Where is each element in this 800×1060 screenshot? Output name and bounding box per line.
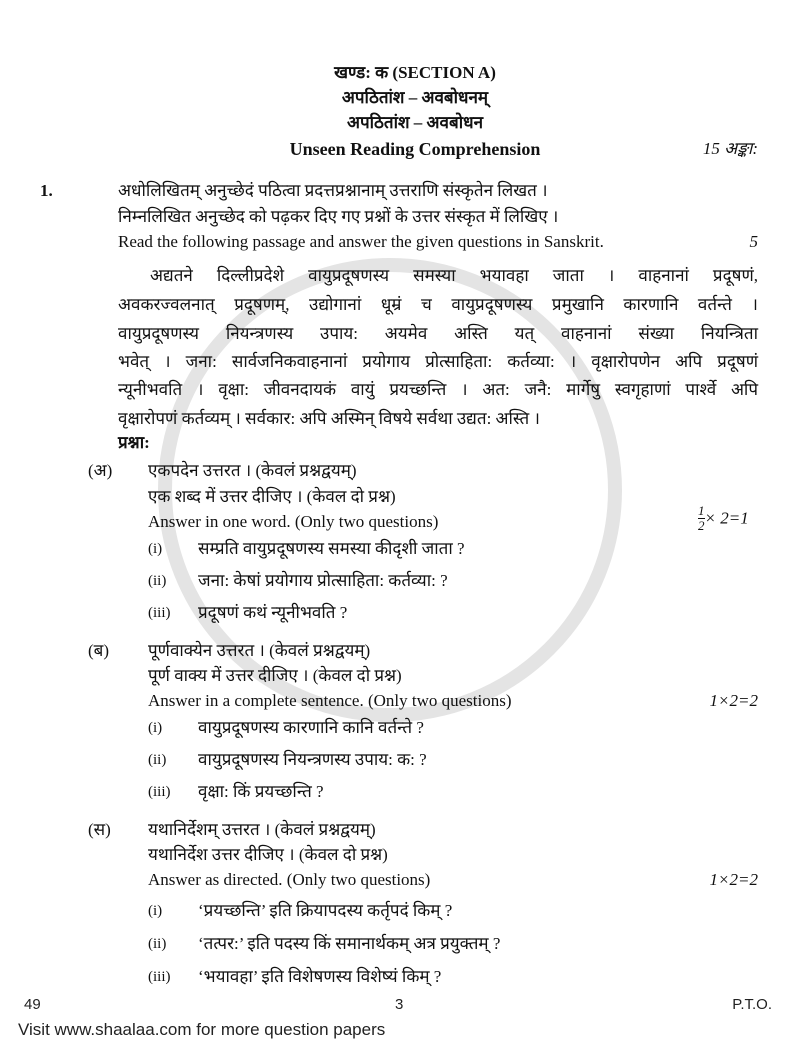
part-instr-sanskrit: यथानिर्देशम् उत्तरत । (केवलं प्रश्नद्वयम्) — [148, 820, 376, 839]
question-item: वृक्षा: किं प्रयच्छन्ति ? — [198, 782, 324, 801]
question-item: वायुप्रदूषणस्य कारणानि कानि वर्तन्ते ? — [198, 718, 424, 737]
item-number: (i) — [148, 541, 163, 557]
part-instr-english: Answer as directed. (Only two questions) — [148, 870, 431, 889]
item-number: (ii) — [148, 573, 167, 589]
pto-label: P.T.O. — [732, 996, 772, 1013]
part-marks: 1×2=2 — [709, 691, 758, 710]
item-number: (iii) — [148, 969, 171, 985]
question-item: वायुप्रदूषणस्य नियन्त्रणस्य उपाय: क: ? — [198, 750, 427, 769]
part-instr-hindi: पूर्ण वाक्य में उत्तर दीजिए । (केवल दो प्रश्न) — [148, 666, 402, 685]
question-marks: 5 — [749, 232, 758, 251]
questions-label: प्रश्ना: — [118, 433, 150, 452]
title-english: Unseen Reading Comprehension — [289, 139, 541, 159]
part-marks — [698, 504, 749, 533]
instruction-sanskrit: अधोलिखितम् अनुच्छेदं पठित्वा प्रदत्तप्रश्नानाम् उत्तराणि संस्कृतेन लिखत । — [118, 181, 548, 200]
section-heading: खण्ड: क (SECTION A) — [334, 63, 496, 82]
part-instr-sanskrit: पूर्णवाक्येन उत्तरत । (केवलं प्रश्नद्वयम्) — [148, 641, 371, 660]
visit-link[interactable]: Visit www.shaalaa.com for more question papers — [18, 1020, 386, 1039]
marks-rest: × 2=1 — [704, 508, 749, 528]
passage-line: अवकरज्वलनात् प्रदूषणम्, उद्योगानां धूम्रं च वायुप्रदूषणस्य प्रमुखानि कारणानि वर्तन्ते । — [118, 295, 758, 314]
item-number: (ii) — [148, 752, 167, 768]
item-number: (ii) — [148, 936, 167, 952]
section-marks: 15 अङ्का: — [702, 139, 758, 158]
item-number: (i) — [148, 720, 163, 736]
part-instr-hindi: यथानिर्देश उत्तर दीजिए । (केवल दो प्रश्न) — [148, 845, 388, 864]
question-item: जना: केषां प्रयोगाय प्रोत्साहिता: कर्तव्या: ? — [198, 571, 448, 590]
title-hindi: अपठितांश – अवबोधन — [346, 113, 484, 132]
passage-line: वृक्षारोपणं कर्तव्यम् । सर्वकार: अपि अस्मिन् विषये सर्वथा उद्यत: अस्ति । — [118, 409, 540, 428]
question-item: प्रदूषणं कथं न्यूनीभवति ? — [198, 603, 348, 622]
paper-code: 49 — [24, 996, 41, 1013]
title-sanskrit: अपठितांश – अवबोधनम् — [341, 88, 489, 107]
instruction-english: Read the following passage and answer the given questions in Sanskrit. — [118, 232, 604, 251]
part-marks: 1×2=2 — [709, 870, 758, 889]
question-item: सम्प्रति वायुप्रदूषणस्य समस्या कीदृशी जाता ? — [198, 539, 465, 558]
item-number: (iii) — [148, 605, 171, 621]
part-label: (अ) — [88, 461, 113, 480]
item-number: (iii) — [148, 784, 171, 800]
item-number: (i) — [148, 903, 163, 919]
question-number: 1. — [40, 181, 53, 200]
question-item: ‘प्रयच्छन्ति’ इति क्रियापदस्य कर्तृपदं किम् ? — [198, 901, 453, 920]
part-label: (स) — [88, 820, 111, 839]
instruction-hindi: निम्नलिखित अनुच्छेद को पढ़कर दिए गए प्रश्नों के उत्तर संस्कृत में लिखिए । — [118, 207, 559, 226]
part-instr-english: Answer in a complete sentence. (Only two questions) — [148, 691, 512, 710]
passage-line: भवेत् । जना: सार्वजनिकवाहनानां प्रयोगाय प्रोत्साहिता: कर्तव्या: । वृक्षारोपणेन अपि प्रदूषणं — [118, 352, 758, 371]
question-item: ‘तत्पर:’ इति पदस्य किं समानार्थकम् अत्र प्रयुक्तम् ? — [198, 934, 501, 953]
part-instr-sanskrit: एकपदेन उत्तरत । (केवलं प्रश्नद्वयम्) — [148, 461, 357, 480]
marks-denominator: 2 — [698, 518, 705, 533]
part-instr-hindi: एक शब्द में उत्तर दीजिए । (केवल दो प्रश्न) — [148, 487, 396, 506]
passage-line: न्यूनीभवति । वृक्षा: जीवनदायकं वायुं प्रयच्छन्ति । अत: जनै: मार्गेषु स्वगृहाणां पार्श्वे अपि — [118, 380, 758, 399]
passage-line: अद्यतने दिल्लीप्रदेशे वायुप्रदूषणस्य समस्या भयावहा जाता । वाहनानां प्रदूषणं, — [150, 266, 758, 285]
part-label: (ब) — [88, 641, 110, 660]
marks-numerator: 1 — [698, 503, 705, 518]
part-instr-english: Answer in one word. (Only two questions) — [148, 512, 439, 531]
passage-line: वायुप्रदूषणस्य नियन्त्रणस्य उपाय: अयमेव अस्ति यत् वाहनानां संख्या नियन्त्रिता — [118, 324, 758, 343]
page-number: 3 — [395, 996, 404, 1013]
question-item: ‘भयावहा’ इति विशेषणस्य विशेष्यं किम् ? — [198, 967, 442, 986]
